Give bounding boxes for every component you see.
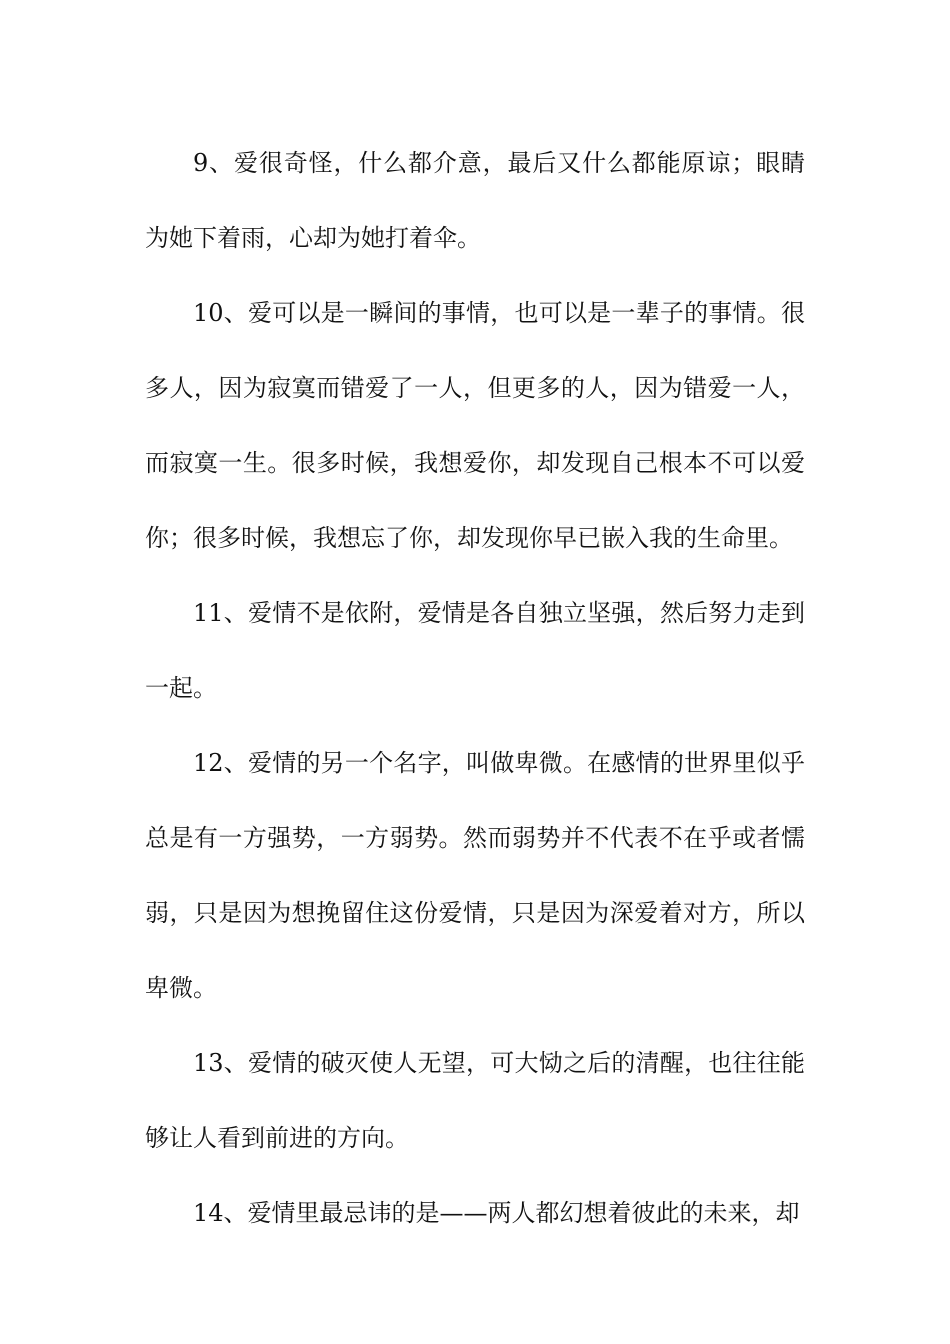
- paragraph-10: 10、爱可以是一瞬间的事情，也可以是一辈子的事情。很多人，因为寂寞而错爱了一人，但更多的人，因为错爱一人，而寂寞一生。很多时候，我想爱你，却发现自己根本不可以爱你；很多时候，我想忘了你，却发现你早已嵌入我的生命里。: [145, 299, 805, 552]
- paragraph-12: 12、爱情的另一个名字，叫做卑微。在感情的世界里似乎总是有一方强势，一方弱势。然而弱势并不代表不在乎或者懦弱，只是因为想挽留住这份爱情，只是因为深爱着对方，所以卑微。: [145, 749, 805, 1002]
- paragraph-11: 11、爱情不是依附，爱情是各自独立坚强，然后努力走到一起。: [145, 599, 805, 702]
- document-body: [145, 126, 805, 1251]
- paragraph-14: 14、爱情里最忌讳的是——两人都幻想着彼此的未来，却: [193, 1199, 800, 1227]
- paragraph-13: 13、爱情的破灭使人无望，可大恸之后的清醒，也往往能够让人看到前进的方向。: [145, 1049, 805, 1152]
- paragraph-9: 9、爱很奇怪，什么都介意，最后又什么都能原谅；眼睛为她下着雨，心却为她打着伞。: [145, 149, 805, 252]
